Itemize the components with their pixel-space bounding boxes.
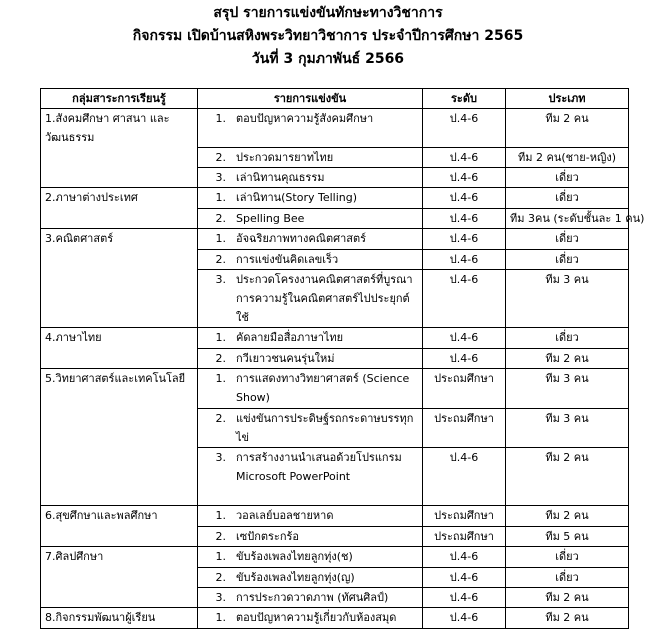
type-cell: ทีม 5 คน (506, 526, 629, 547)
competition-cell (198, 147, 423, 167)
type-cell: ทีม 3คน (ระดับชั้นละ 1 คน) (506, 208, 629, 229)
level-cell: ป.4-6 (423, 567, 506, 587)
level-cell: ป.4-6 (423, 147, 506, 167)
competition-title: แข่งขันการประดิษฐ์รถกระดาษบรรทุกไข่ (236, 411, 414, 444)
subject-group-cell (41, 328, 198, 349)
table-body (41, 109, 645, 629)
table-row (41, 188, 629, 209)
item-number: 2. (215, 150, 226, 164)
type-cell: เดี่ยว (506, 229, 629, 250)
competition-cell (198, 208, 423, 229)
type-cell: ทีม 2 คน (506, 109, 629, 148)
type-cell: ทีม 3 คน (506, 269, 629, 328)
event-date: วันที่ 3 กุมภาพันธ์ 2566 (251, 51, 405, 67)
table-row (41, 348, 629, 369)
type-cell: ทีม 3 คน (506, 369, 629, 409)
competition-title: ประกวดโครงงานคณิตศาสตร์ที่บูรณาการความรู้ในคณิตศาสตร์ไปประยุกต์ใช้ (236, 272, 413, 324)
subject-group-cell (41, 447, 198, 506)
competition-title: การแข่งขันคิดเลขเร็ว (236, 252, 339, 266)
competition-title: Spelling Bee (236, 211, 305, 225)
competition-title: ขับร้องเพลงไทยลูกทุ่ง(ญ) (236, 570, 355, 584)
competition-title: ตอบปัญหาความรู้เกี่ยวกับห้องสมุด (236, 611, 397, 624)
level-cell: ป.4-6 (423, 608, 506, 629)
item-number: 2. (215, 529, 226, 543)
competition-cell (198, 348, 423, 369)
competition-cell (198, 608, 423, 629)
subject-group-cell (41, 567, 198, 587)
table-row (41, 447, 629, 506)
level-cell: ป.4-6 (423, 348, 506, 369)
subject-group-name: 2.ภาษาต่างประเทศ (45, 191, 138, 204)
table-row (41, 249, 629, 269)
level-cell: ประถมศึกษา (423, 369, 506, 409)
level-cell: ป.4-6 (423, 188, 506, 209)
table-row (41, 587, 629, 608)
table-row (41, 109, 629, 148)
competition-title: การสร้างงานนำเสนอด้วยโปรแกรม Microsoft PowerPoint (236, 450, 402, 483)
item-number: 2. (215, 211, 226, 225)
level-cell: ป.4-6 (423, 328, 506, 349)
competition-cell (198, 269, 423, 328)
table-row (41, 229, 629, 250)
subject-group-name: 8.กิจกรรมพัฒนาผู้เรียน (45, 611, 156, 624)
table-row (41, 408, 629, 447)
level-cell: ป.4-6 (423, 447, 506, 506)
table-row (41, 269, 629, 328)
table-row (41, 328, 629, 349)
type-cell: ทีม 2 คน (506, 506, 629, 527)
competition-title: วอลเลย์บอลชายหาด (236, 509, 334, 522)
item-number: 2. (215, 351, 226, 365)
type-cell: เดี่ยว (506, 167, 629, 188)
table-header-row (41, 89, 629, 109)
level-cell: ประถมศึกษา (423, 506, 506, 527)
subject-group-cell (41, 249, 198, 269)
competition-cell (198, 167, 423, 188)
subject-group-cell (41, 109, 198, 148)
subject-group-cell (41, 208, 198, 229)
type-cell: เดี่ยว (506, 547, 629, 568)
level-cell: ป.4-6 (423, 547, 506, 568)
column-header-subject-group: กลุ่มสาระการเรียนรู้ (41, 89, 198, 109)
subject-group-name: 5.วิทยาศาสตร์และเทคโนโลยี (45, 372, 186, 385)
item-number: 1. (215, 372, 226, 385)
competition-title: เล่านิทานคุณธรรม (236, 170, 325, 184)
competition-title: ตอบปัญหาความรู้สังคมศึกษา (236, 112, 374, 125)
subject-group-cell (41, 369, 198, 409)
competition-cell (198, 369, 423, 409)
competition-cell (198, 229, 423, 250)
competition-cell (198, 587, 423, 608)
item-number: 2. (215, 411, 226, 425)
item-number: 1. (215, 611, 226, 624)
competition-cell (198, 447, 423, 506)
item-number: 3. (215, 170, 226, 184)
competition-title: ประกวดมารยาทไทย (236, 150, 334, 164)
competition-title: คัดลายมือสื่อภาษาไทย (236, 331, 344, 344)
column-header-level: ระดับ (423, 89, 506, 109)
level-cell: ป.4-6 (423, 587, 506, 608)
column-header-competition: รายการแข่งขัน (198, 89, 423, 109)
document-title: สรุป รายการแข่งขันทักษะทางวิชาการ (213, 5, 443, 21)
subject-group-cell (41, 167, 198, 188)
subject-group-cell (41, 547, 198, 568)
competition-cell (198, 109, 423, 148)
item-number: 2. (215, 570, 226, 584)
level-cell: ป.4-6 (423, 249, 506, 269)
item-number: 1. (215, 550, 226, 563)
subject-group-cell (41, 229, 198, 250)
competition-table (40, 88, 645, 629)
type-cell: ทีม 2 คน (506, 447, 629, 506)
type-cell: ทีม 2 คน (506, 587, 629, 608)
subject-group-cell (41, 587, 198, 608)
type-cell: ทีม 2 คน(ชาย-หญิง) (506, 147, 629, 167)
subject-group-cell (41, 526, 198, 547)
competition-title: อัจฉริยภาพทางคณิตศาสตร์ (236, 232, 367, 245)
subject-group-cell (41, 188, 198, 209)
competition-cell (198, 547, 423, 568)
type-cell: เดี่ยว (506, 188, 629, 209)
subject-group-cell (41, 408, 198, 447)
item-number: 1. (215, 232, 226, 245)
level-cell: ป.4-6 (423, 109, 506, 148)
type-cell: ทีม 2 คน (506, 608, 629, 629)
competition-title: เซปักตระกร้อ (236, 529, 300, 543)
competition-title: การประกวดวาดภาพ (ทัศนศิลป์) (236, 590, 389, 604)
table-row (41, 506, 629, 527)
competition-cell (198, 506, 423, 527)
competition-cell (198, 408, 423, 447)
event-subtitle: กิจกรรม เปิดบ้านสหิงพระวิทยาวิชาการ ประจำปีการศึกษา 2565 (132, 28, 524, 44)
table-row (41, 547, 629, 568)
table-row (41, 167, 629, 188)
subject-group-cell (41, 506, 198, 527)
level-cell: ประถมศึกษา (423, 408, 506, 447)
item-number: 3. (215, 590, 226, 604)
type-cell: ทีม 3 คน (506, 408, 629, 447)
type-cell: เดี่ยว (506, 328, 629, 349)
type-cell: ทีม 2 คน (506, 348, 629, 369)
competition-title: ขับร้องเพลงไทยลูกทุ่ง(ช) (236, 550, 353, 563)
type-cell: เดี่ยว (506, 249, 629, 269)
subject-group-cell (41, 608, 198, 629)
level-cell: ป.4-6 (423, 269, 506, 328)
item-number: 1. (215, 509, 226, 522)
competition-title: กวีเยาวชนคนรุ่นใหม่ (236, 351, 335, 365)
type-cell: เดี่ยว (506, 567, 629, 587)
level-cell: ประถมศึกษา (423, 526, 506, 547)
column-header-type: ประเภท (506, 89, 629, 109)
subject-group-name: 4.ภาษาไทย (45, 331, 102, 344)
subject-group-name: 3.คณิตศาสตร์ (45, 232, 114, 245)
competition-title: การแสดงทางวิทยาศาสตร์ (Science Show) (236, 372, 410, 404)
competition-cell (198, 249, 423, 269)
table-row (41, 208, 629, 229)
subject-group-cell (41, 348, 198, 369)
competition-cell (198, 188, 423, 209)
item-number: 1. (215, 112, 226, 125)
subject-group-name: 1.สังคมศึกษา ศาสนา และวัฒนธรรม (45, 112, 170, 144)
item-number: 1. (215, 191, 226, 204)
level-cell: ป.4-6 (423, 208, 506, 229)
level-cell: ป.4-6 (423, 167, 506, 188)
item-number: 3. (215, 450, 226, 464)
subject-group-cell (41, 269, 198, 328)
competition-title: เล่านิทาน(Story Telling) (236, 191, 358, 204)
table-row (41, 608, 629, 629)
item-number: 1. (215, 331, 226, 344)
level-cell: ป.4-6 (423, 229, 506, 250)
table-row (41, 526, 629, 547)
table-row (41, 369, 629, 409)
item-number: 2. (215, 252, 226, 266)
subject-group-cell (41, 147, 198, 167)
competition-cell (198, 328, 423, 349)
competition-cell (198, 526, 423, 547)
item-number: 3. (215, 272, 226, 286)
competition-cell (198, 567, 423, 587)
subject-group-name: 6.สุขศึกษาและพลศึกษา (45, 509, 158, 522)
table-row (41, 147, 629, 167)
table-row (41, 567, 629, 587)
subject-group-name: 7.ศิลปศึกษา (45, 550, 104, 563)
